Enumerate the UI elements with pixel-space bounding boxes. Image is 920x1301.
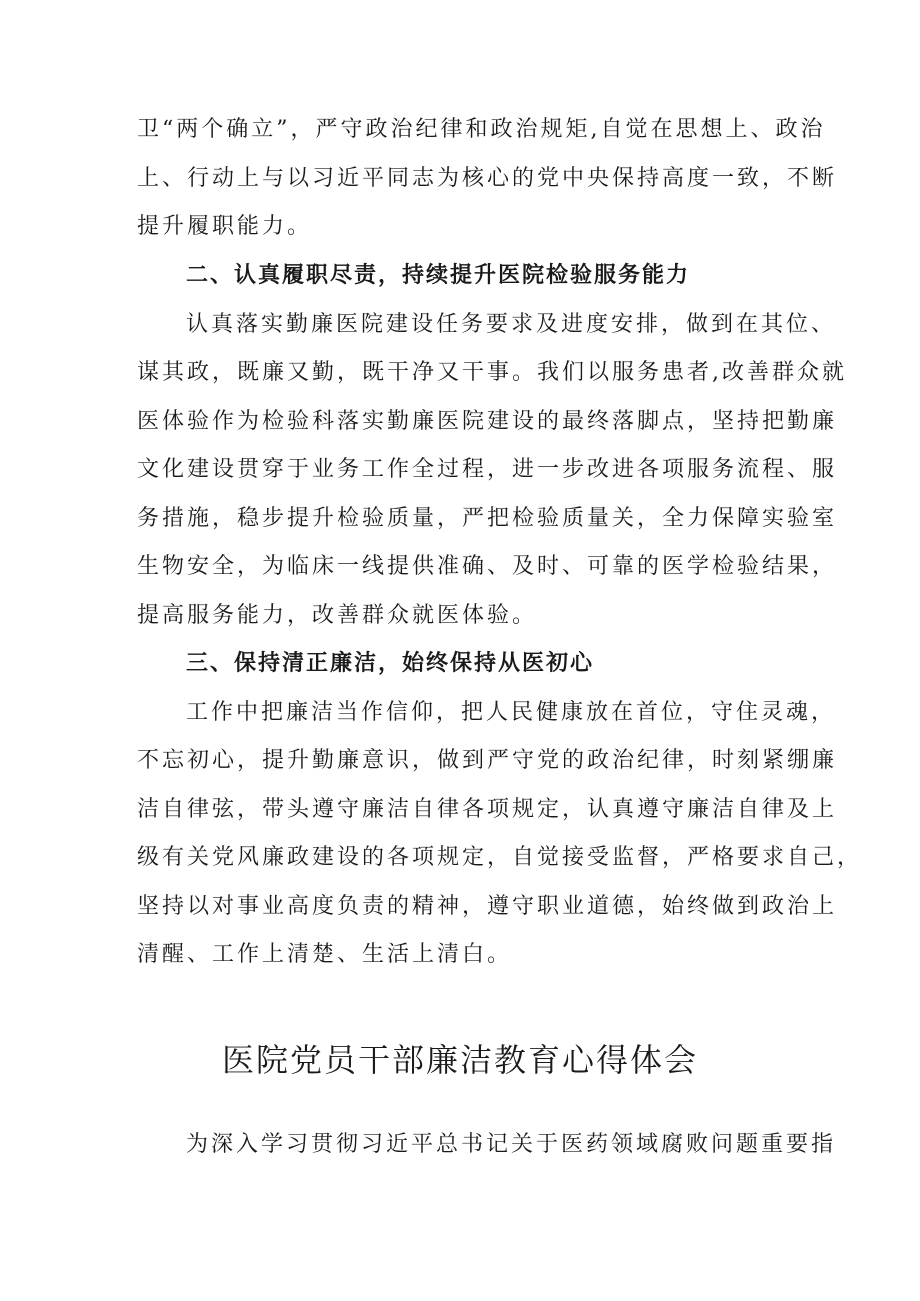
paragraph-line: 文化建设贯穿于业务工作全过程，进一步改进各项服务流程、服: [137, 457, 838, 482]
section-heading: 三、保持清正廉洁，始终保持从医初心: [186, 651, 595, 676]
paragraph-line: 提升履职能力。: [137, 214, 313, 239]
paragraph-line: 不忘初心，提升勤廉意识，做到严守党的政治纪律，时刻紧绷廉: [137, 748, 838, 773]
paragraph-line: 为深入学习贯彻习近平总书记关于医药领域腐败问题重要指: [186, 1132, 837, 1157]
paragraph-line: 提高服务能力，改善群众就医体验。: [137, 603, 538, 628]
paragraph-line: 坚持以对事业高度负责的精神，遵守职业道德，始终做到政治上: [137, 894, 838, 919]
paragraph-line: 认真落实勤廉医院建设任务要求及进度安排，做到在其位、: [186, 312, 837, 337]
paragraph-line: 谋其政，既廉又勤，既干净又干事。我们以服务患者,改善群众就: [137, 360, 847, 385]
paragraph-line: 卫“两个确立”，严守政治纪律和政治规矩,自觉在思想上、政治: [137, 117, 826, 142]
paragraph-line: 洁自律弦，带头遵守廉洁自律各项规定，认真遵守廉洁自律及上: [137, 797, 838, 822]
paragraph-line: 级有关党风廉政建设的各项规定，自觉接受监督，严格要求自己，: [137, 845, 863, 870]
article-title: 医院党员干部廉洁教育心得体会: [221, 1041, 698, 1079]
paragraph-line: 务措施，稳步提升检验质量，严把检验质量关，全力保障实验室: [137, 506, 838, 531]
paragraph-line: 医体验作为检验科落实勤廉医院建设的最终落脚点，坚持把勤廉: [137, 409, 838, 434]
section-heading: 二、认真履职尽责，持续提升医院检验服务能力: [186, 263, 691, 288]
paragraph-line: 上、行动上与以习近平同志为核心的党中央保持高度一致，不断: [137, 166, 838, 191]
paragraph-line: 清醒、工作上清楚、生活上清白。: [137, 942, 513, 967]
paragraph-line: 生物安全，为临床一线提供准确、及时、可靠的医学检验结果，: [137, 554, 838, 579]
paragraph-line: 工作中把廉洁当作信仰，把人民健康放在首位，守住灵魂，: [186, 700, 837, 725]
